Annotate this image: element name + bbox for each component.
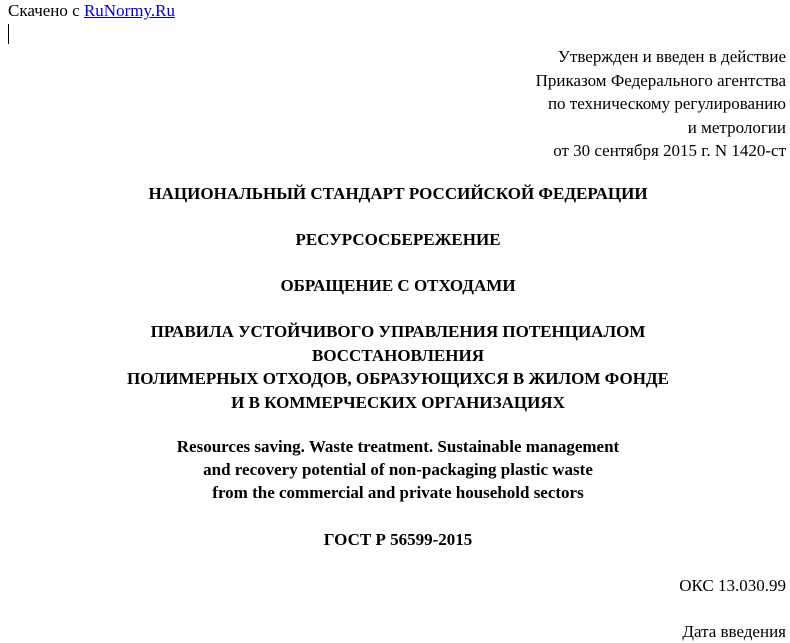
section-heading: ОБРАЩЕНИЕ С ОТХОДАМИ <box>280 276 516 295</box>
standard-type-heading: НАЦИОНАЛЬНЫЙ СТАНДАРТ РОССИЙСКОЙ ФЕДЕРАЦИИ <box>148 184 648 203</box>
english-title-line: Resources saving. Waste treatment. Sustainable management <box>176 437 620 456</box>
approval-line: от 30 сентября 2015 г. N 1420-ст <box>553 141 786 160</box>
source-line <box>8 1 175 21</box>
approval-block <box>536 45 786 163</box>
source-link[interactable]: RuNormy.Ru <box>83 1 175 20</box>
subject-heading: РЕСУРСОСБЕРЕЖЕНИЕ <box>295 230 501 249</box>
standard-name-heading <box>0 320 790 414</box>
approval-line: и метрологии <box>687 117 786 137</box>
standard-designation: ГОСТ Р 56599-2015 <box>323 530 473 549</box>
standard-name-line: ПОЛИМЕРНЫХ ОТХОДОВ, ОБРАЗУЮЩИХСЯ В ЖИЛОМ ФОНДЕ <box>127 369 669 388</box>
approval-line: по техническому регулированию <box>547 94 786 113</box>
text-cursor <box>8 24 9 44</box>
approval-line: Приказом Федерального агентства <box>535 70 786 90</box>
okc-code: ОКС 13.030.99 <box>679 576 786 595</box>
standard-name-line: ВОССТАНОВЛЕНИЯ <box>312 345 484 365</box>
approval-line: Утвержден и введен в действие <box>557 47 786 66</box>
standard-name-line: И В КОММЕРЧЕСКИХ ОРГАНИЗАЦИЯХ <box>231 392 565 412</box>
date-intro-label: Дата введения <box>682 622 786 641</box>
source-prefix: Скачено с <box>8 1 84 20</box>
english-title-line: from the commercial and private household sectors <box>212 483 584 502</box>
standard-name-line: ПРАВИЛА УСТОЙЧИВОГО УПРАВЛЕНИЯ ПОТЕНЦИАЛОМ <box>150 322 646 341</box>
english-title-line: and recovery potential of non-packaging plastic waste <box>203 460 593 479</box>
english-title <box>0 435 790 504</box>
